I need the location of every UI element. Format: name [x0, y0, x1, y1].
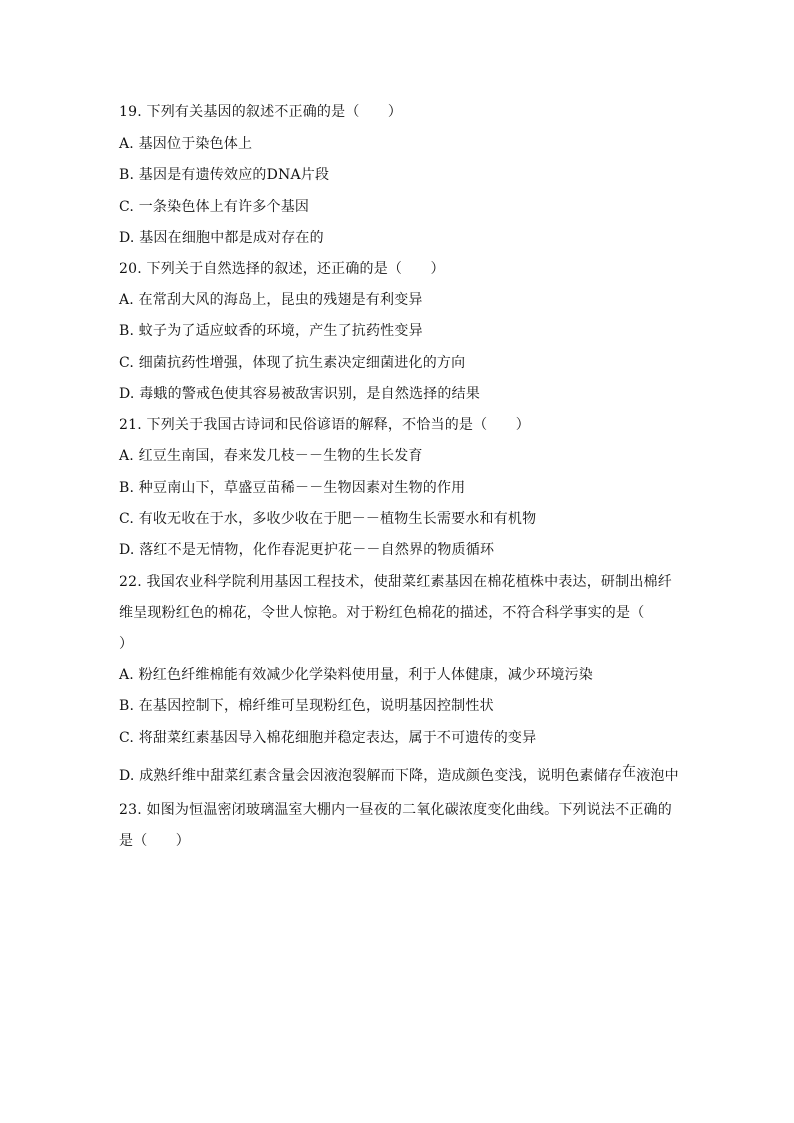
- question-20-option-a: A. 在常刮大风的海岛上，昆虫的残翅是有利变异: [119, 292, 423, 308]
- question-22-stem-line-1: 22. 我国农业科学院利用基因工程技术，使甜菜红素基因在棉花植株中表达，研制出棉纤: [119, 574, 672, 590]
- question-22-option-d-raised-char: 在: [622, 764, 637, 780]
- question-19-option-c: C. 一条染色体上有许多个基因: [119, 199, 310, 215]
- question-20-stem: 20. 下列关于自然选择的叙述，还正确的是（ ）: [119, 261, 445, 277]
- question-21-option-b: B. 种豆南山下，草盛豆苗稀－－生物因素对生物的作用: [119, 480, 466, 496]
- question-20-option-c: C. 细菌抗药性增强，体现了抗生素决定细菌进化的方向: [119, 355, 466, 371]
- question-22-option-d-text: D. 成熟纤维中甜菜红素含量会因液泡裂解而下降，造成颜色变浅，说明色素储存: [119, 768, 623, 784]
- question-21-option-d: D. 落红不是无情物，化作春泥更护花－－自然界的物质循环: [119, 542, 495, 558]
- question-22-option-c: C. 将甜菜红素基因导入棉花细胞并稳定表达，属于不可遗传的变异: [119, 730, 537, 746]
- question-21-stem: 21. 下列关于我国古诗词和民俗谚语的解释，不恰当的是（ ）: [119, 417, 530, 433]
- question-22-stem-line-3: ）: [119, 636, 134, 652]
- question-22-stem-line-2: 维呈现粉红色的棉花，令世人惊艳。对于粉红色棉花的描述，不符合科学事实的是（: [119, 605, 645, 621]
- question-22-option-d-text-end: 液泡中: [636, 768, 679, 784]
- question-22-option-a: A. 粉红色纤维棉能有效减少化学染料使用量，利于人体健康，减少环境污染: [119, 667, 594, 683]
- question-21-option-c: C. 有收无收在于水，多收少收在于肥－－植物生长需要水和有机物: [119, 511, 537, 527]
- question-23-stem-line-2: 是（ ）: [119, 833, 190, 849]
- question-22-option-b: B. 在基因控制下，棉纤维可呈现粉红色，说明基因控制性状: [119, 698, 494, 714]
- question-23-stem-line-1: 23. 如图为恒温密闭玻璃温室大棚内一昼夜的二氧化碳浓度变化曲线。下列说法不正确的: [119, 802, 672, 818]
- question-19-option-a: A. 基因位于染色体上: [119, 136, 253, 152]
- question-21-option-a: A. 红豆生南国，春来发几枝－－生物的生长发育: [119, 448, 423, 464]
- question-20-option-d: D. 毒蛾的警戒色使其容易被敌害识别，是自然选择的结果: [119, 386, 481, 402]
- question-19-option-d: D. 基因在细胞中都是成对存在的: [119, 230, 324, 246]
- question-20-option-b: B. 蚊子为了适应蚊香的环境，产生了抗药性变异: [119, 323, 423, 339]
- question-19-stem: 19. 下列有关基因的叙述不正确的是（ ）: [119, 104, 403, 120]
- question-22-option-d: [119, 764, 679, 785]
- question-19-option-b: B. 基因是有遗传效应的DNA片段: [119, 167, 330, 183]
